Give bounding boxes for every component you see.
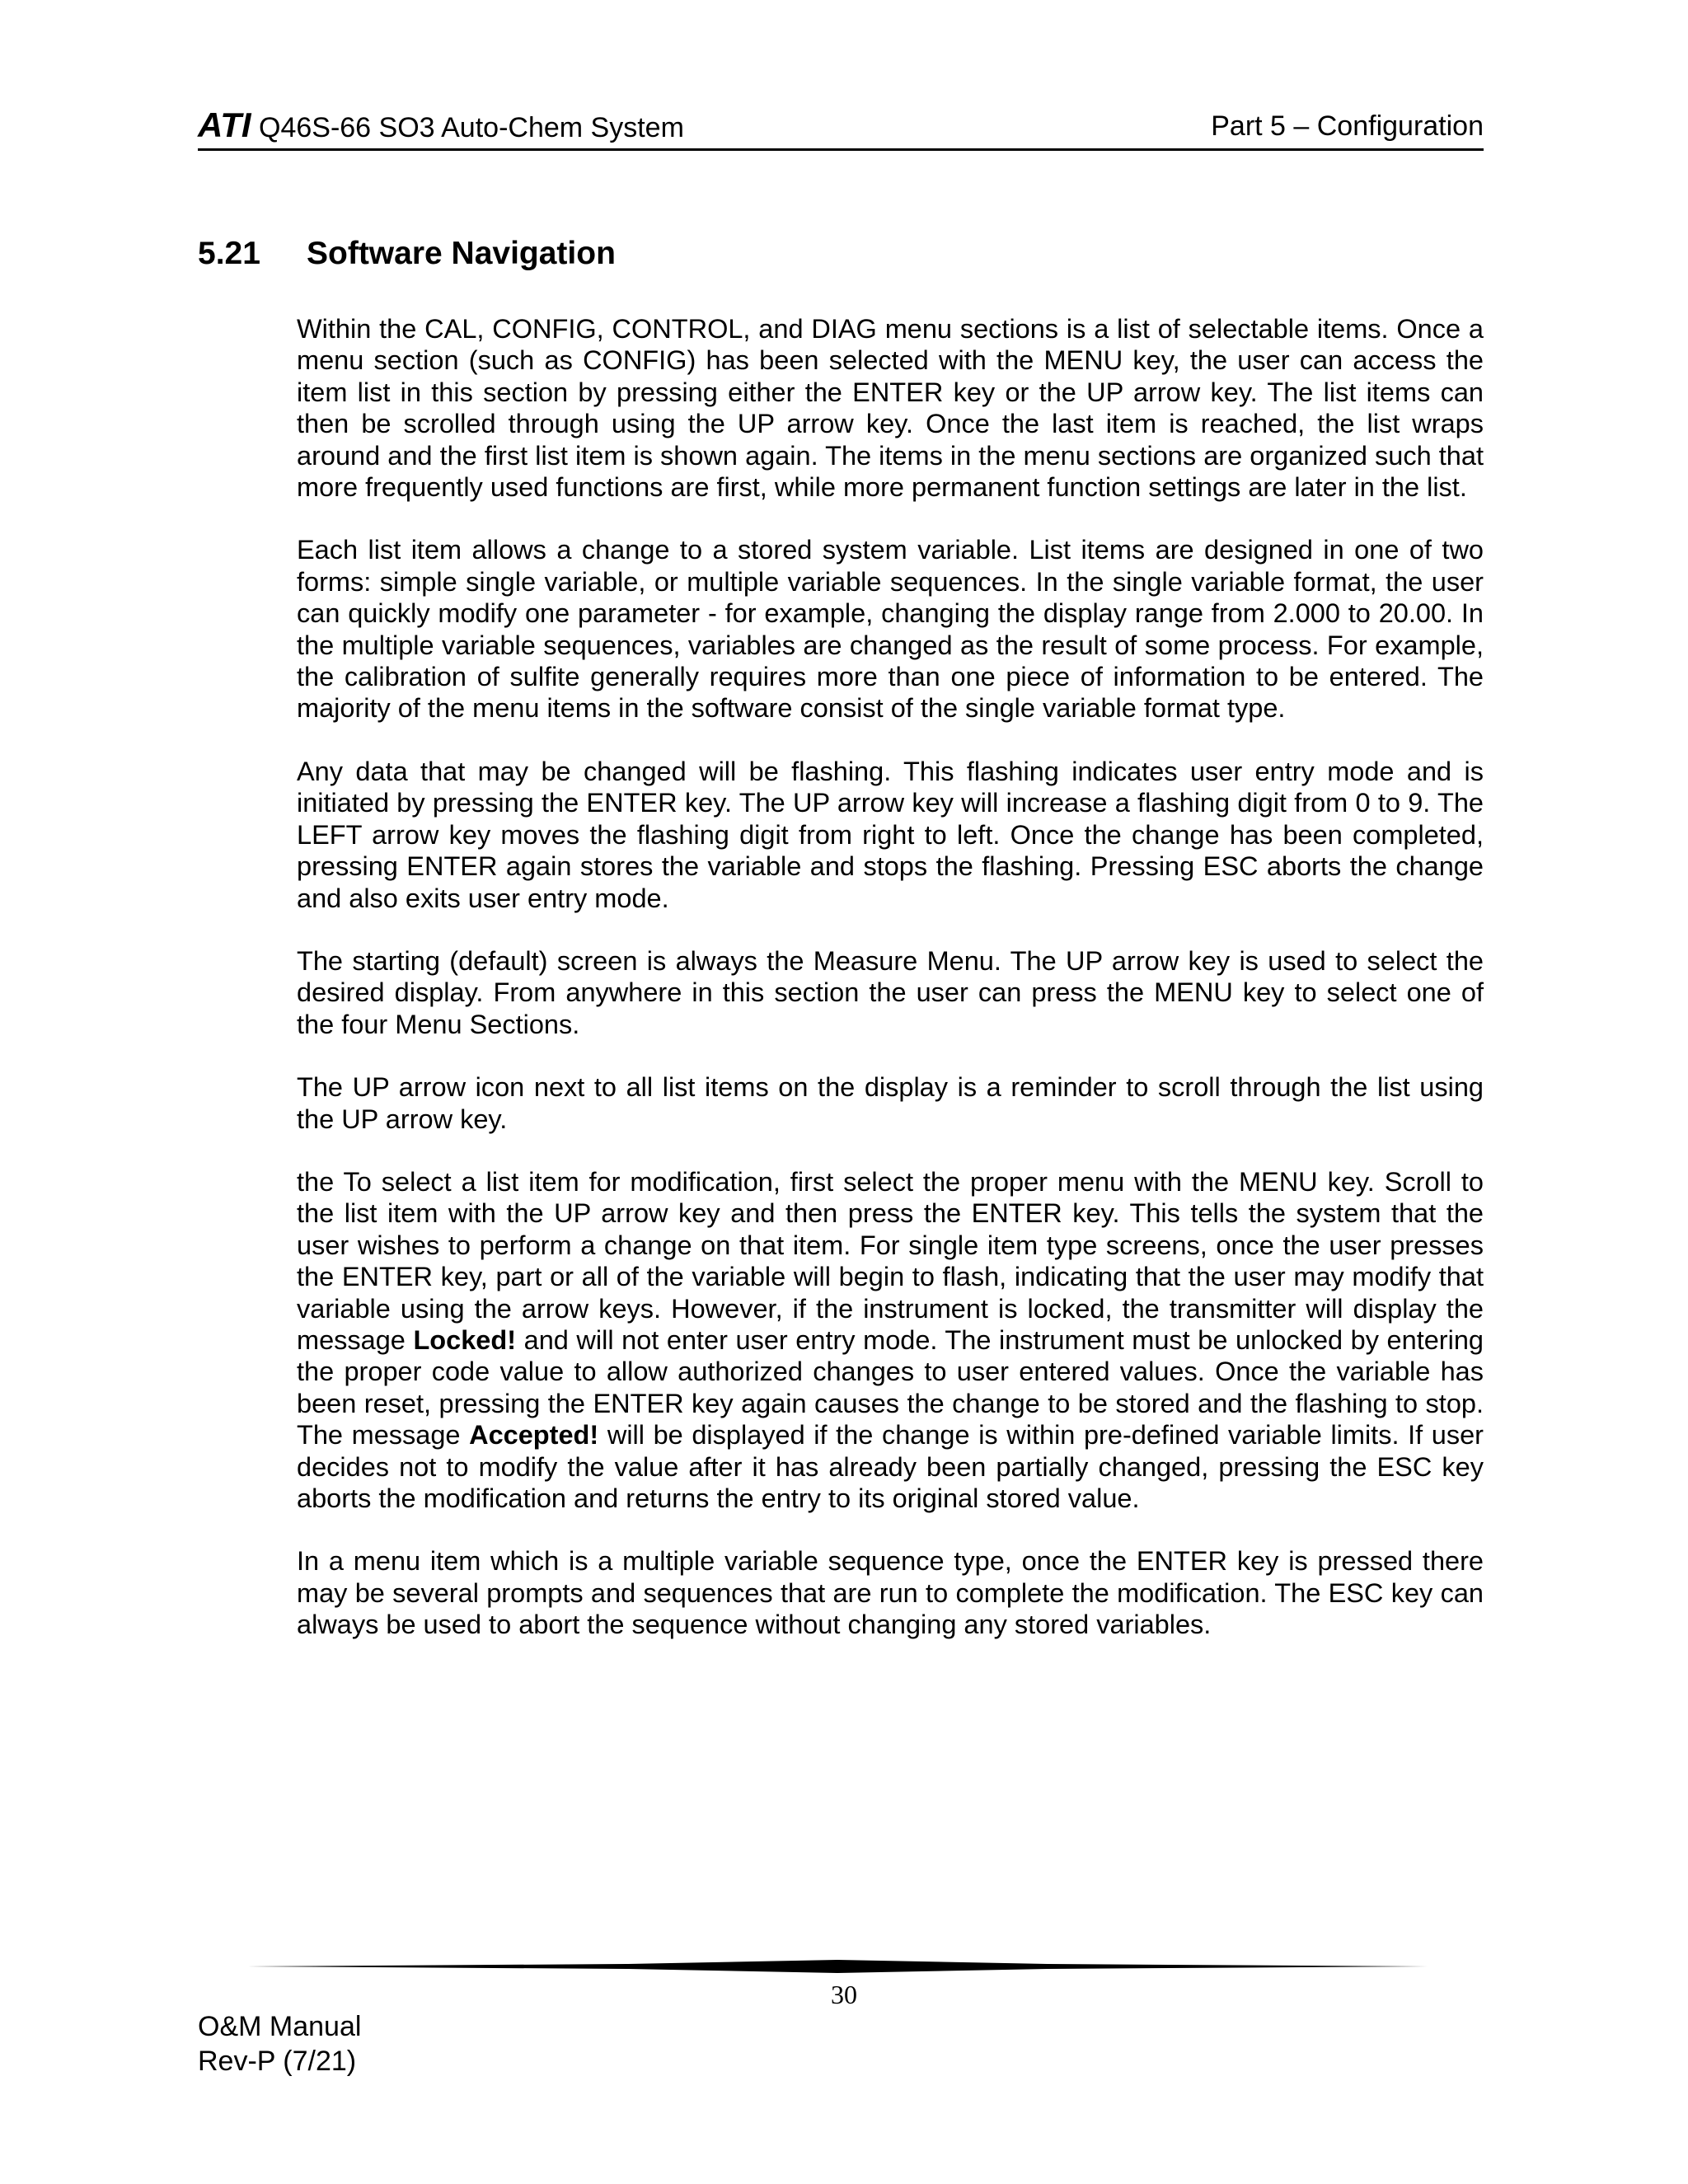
paragraph-2: Each list item allows a change to a stored system variable. List items are designed in one of two forms: simple single variable, or multiple variable sequences. In the single variable format, the user can quickly modify one parameter - for example, changing the display range from 2.000 to 20.00. In the multiple variable sequences, variables are changed as the result of some process. For example, the calibration of sulfite generally requires more than one piece of information to be entered. The majority of the menu items in the software consist of the single variable format type.	[297, 535, 1484, 724]
paragraph-3: Any data that may be changed will be flashing. This flashing indicates user entry mode and is initiated by pressing the ENTER key. The UP arrow key will increase a flashing digit from 0 to 9. The LEFT arrow key moves the flashing digit from right to left. Once the change has been completed, pressing ENTER again stores the variable and stops the flashing. Pressing ESC aborts the change and also exits user entry mode.	[297, 756, 1484, 913]
page-number: 30	[831, 1980, 857, 2009]
paragraph-6-text-c: will be displayed if the change is within pre-defined variable limits. If user decides not to modify the value after it has already been partially changed, pressing the ESC key aborts the modification and returns the entry to its original stored value.	[297, 1420, 1484, 1513]
locked-message: Locked!	[413, 1324, 517, 1355]
footer-manual-label: O&M Manual	[198, 2011, 362, 2042]
footer-revision: Rev-P (7/21)	[198, 2046, 357, 2077]
footer-info	[198, 2009, 361, 2079]
paragraph-6	[297, 1166, 1484, 1514]
paragraph-6-text-a: the To select a list item for modification, first select the proper menu with the MENU key. Scroll to the list item with the UP arrow key and then press the ENTER key. This tells the system that the user wishes to perform a change on that item. For single item type screens, once the user presses the ENTER key, part or all of the variable will begin to flash, indicating that the user may modify that variable using the arrow keys. However, if the instrument is locked, the transmitter will display the message	[297, 1166, 1484, 1355]
page-header	[198, 105, 1484, 151]
paragraph-1: Within the CAL, CONFIG, CONTROL, and DIAG menu sections is a list of selectable items. Once a menu section (such as CONFIG) has been selected with the MENU key, the user can access the item list in this section by pressing either the ENTER key or the UP arrow key. The list items can then be scrolled through using the UP arrow key. Once the last item is reached, the list wraps around and the first list item is shown again. The items in the menu sections are organized such that more frequently used functions are first, while more permanent function settings are later in the list.	[297, 314, 1484, 503]
header-brand-logo: ATI	[198, 105, 251, 144]
body-text	[297, 313, 1484, 1672]
header-left	[198, 105, 684, 145]
section-heading	[198, 236, 616, 272]
accepted-message: Accepted!	[469, 1420, 599, 1451]
paragraph-7: In a menu item which is a multiple variable sequence type, once the ENTER key is pressed there may be several prompts and sequences that are run to complete the modification. The ESC key can always be used to abort the sequence without changing any stored variables.	[297, 1546, 1484, 1640]
section-number: 5.21	[198, 236, 260, 271]
section-title: Software Navigation	[307, 236, 616, 271]
paragraph-6-text-b: and will not enter user entry mode. The instrument must be unlocked by entering the proper code value to allow authorized changes to user entered values. Once the variable has been reset, pressing the ENTER key again causes the change to be stored and the flashing to stop. The message	[297, 1324, 1484, 1451]
footer-divider	[247, 1960, 1428, 1973]
paragraph-4: The starting (default) screen is always the Measure Menu. The UP arrow key is used to select the desired display. From anywhere in this section the user can press the MENU key to select one of the four Menu Sections.	[297, 945, 1484, 1039]
header-part-title: Part 5 – Configuration	[1211, 110, 1484, 142]
paragraph-5: The UP arrow icon next to all list items on the display is a reminder to scroll through the list using the UP arrow key.	[297, 1072, 1484, 1134]
header-product-name: Q46S-66 SO3 Auto-Chem System	[259, 112, 684, 143]
